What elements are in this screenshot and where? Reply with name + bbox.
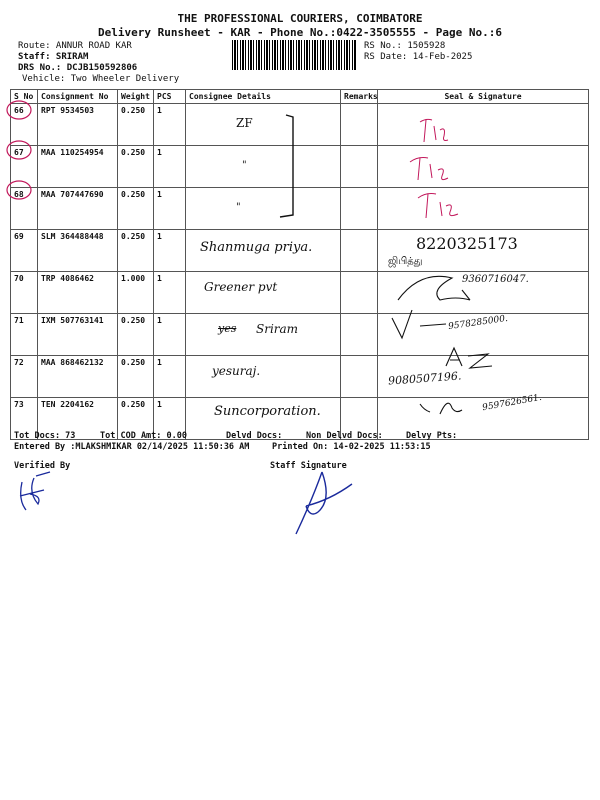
rs-date: RS Date: 14-Feb-2025 bbox=[364, 52, 473, 62]
col-consignment: Consignment No bbox=[38, 90, 118, 104]
cell-pcs: 1 bbox=[154, 272, 186, 314]
entered-by: Entered By :MLAKSHMIKAR 02/14/2025 11:50:36 AM bbox=[14, 442, 250, 452]
handwritten-consignee-73: Suncorporation. bbox=[214, 404, 321, 419]
staff-label: Staff: SRIRAM bbox=[18, 52, 89, 62]
col-remarks: Remarks bbox=[341, 90, 378, 104]
handwritten-consignee-70: Greener pvt bbox=[204, 280, 278, 294]
cell-sno: 69 bbox=[11, 230, 38, 272]
route-label: Route: ANNUR ROAD KAR bbox=[18, 41, 132, 51]
handwritten-zf: ZF bbox=[236, 116, 253, 130]
delivered-docs: Delvd Docs: bbox=[226, 431, 283, 441]
signature-66-mark bbox=[420, 119, 448, 142]
col-seal-signature: Seal & Signature bbox=[378, 90, 589, 104]
handwritten-consignee-71-struck: yes bbox=[218, 322, 237, 335]
signature-71-mark bbox=[392, 310, 446, 338]
cell-consignment: MAA 707447690 bbox=[38, 188, 118, 230]
cell-weight: 0.250 bbox=[118, 314, 154, 356]
runsheet-subtitle: Delivery Runsheet - KAR - Phone No.:0422-3505555 - Page No.:6 bbox=[98, 26, 502, 39]
cell-weight: 0.250 bbox=[118, 188, 154, 230]
staff-signature-mark bbox=[296, 472, 352, 534]
handwritten-consignee-71: Sriram bbox=[256, 322, 299, 336]
signature-67-mark bbox=[410, 158, 448, 181]
row-67-circle-mark bbox=[7, 141, 31, 159]
handwritten-phone-72: 9080507196. bbox=[387, 369, 462, 388]
col-sno: S No bbox=[11, 90, 38, 104]
cell-pcs: 1 bbox=[154, 398, 186, 440]
delivery-points: Delvy Pts: bbox=[406, 431, 458, 441]
drs-number: DRS No.: DCJB150592806 bbox=[18, 63, 138, 73]
handwritten-phone-70: 9360716047. bbox=[462, 274, 529, 285]
cell-sno: 73 bbox=[11, 398, 38, 440]
cell-consignment: MAA 110254954 bbox=[38, 146, 118, 188]
cell-weight: 0.250 bbox=[118, 104, 154, 146]
cell-sno: 67 bbox=[11, 146, 38, 188]
verified-by-label: Verified By bbox=[14, 461, 71, 471]
cell-sno: 68 bbox=[11, 188, 38, 230]
cell-pcs: 1 bbox=[154, 230, 186, 272]
signature-73-mark bbox=[420, 403, 462, 414]
cell-pcs: 1 bbox=[154, 356, 186, 398]
signature-72-mark bbox=[446, 348, 492, 368]
company-name: THE PROFESSIONAL COURIERS, COIMBATORE bbox=[177, 12, 423, 25]
handwritten-tamil-note: ஜிபித்து bbox=[388, 256, 423, 267]
cell-pcs: 1 bbox=[154, 104, 186, 146]
cell-consignment: SLM 364488448 bbox=[38, 230, 118, 272]
non-delivered-docs: Non Delvd Docs: bbox=[306, 431, 383, 441]
signature-68-mark bbox=[418, 194, 458, 219]
cell-sno: 72 bbox=[11, 356, 38, 398]
vehicle-label: Vehicle: Two Wheeler Delivery bbox=[22, 74, 180, 84]
cell-consignment: MAA 868462132 bbox=[38, 356, 118, 398]
handwritten-phone-73: 9597626561. bbox=[481, 392, 543, 414]
signature-70-mark bbox=[398, 276, 470, 300]
cell-weight: 0.250 bbox=[118, 356, 154, 398]
cell-pcs: 1 bbox=[154, 314, 186, 356]
handwritten-phone-71: 9578285000. bbox=[447, 313, 509, 333]
staff-signature-label: Staff Signature bbox=[270, 461, 347, 471]
printed-on: Printed On: 14-02-2025 11:53:15 bbox=[272, 442, 431, 452]
cell-consignment: IXM 507763141 bbox=[38, 314, 118, 356]
rs-number: RS No.: 1505928 bbox=[364, 41, 446, 51]
handwritten-consignee-72: yesuraj. bbox=[212, 364, 261, 378]
row-66-circle-mark bbox=[7, 101, 31, 119]
cell-weight: 0.250 bbox=[118, 230, 154, 272]
cell-sno: 70 bbox=[11, 272, 38, 314]
total-cod-amount: Tot COD Amt: 0.00 bbox=[100, 431, 187, 441]
cell-weight: 0.250 bbox=[118, 398, 154, 440]
cell-pcs: 1 bbox=[154, 146, 186, 188]
handwritten-phone-69: 8220325173 bbox=[416, 234, 518, 253]
verified-by-signature bbox=[20, 472, 50, 510]
cell-consignment: TRP 4086462 bbox=[38, 272, 118, 314]
col-consignee: Consignee Details bbox=[186, 90, 341, 104]
cell-sno: 71 bbox=[11, 314, 38, 356]
total-docs: Tot Docs: 73 bbox=[14, 431, 76, 441]
cell-pcs: 1 bbox=[154, 188, 186, 230]
handwritten-ditto-1: " bbox=[242, 160, 247, 171]
ditto-bracket-mark bbox=[280, 115, 293, 217]
cell-sno: 66 bbox=[11, 104, 38, 146]
handwritten-consignee-69: Shanmuga priya. bbox=[200, 240, 313, 255]
cell-weight: 1.000 bbox=[118, 272, 154, 314]
row-68-circle-mark bbox=[7, 181, 31, 199]
col-weight: Weight bbox=[118, 90, 154, 104]
handwritten-ditto-2: " bbox=[236, 202, 241, 213]
col-pcs: PCS bbox=[154, 90, 186, 104]
cell-consignment: TEN 2204162 bbox=[38, 398, 118, 440]
cell-consignment: RPT 9534503 bbox=[38, 104, 118, 146]
cell-weight: 0.250 bbox=[118, 146, 154, 188]
